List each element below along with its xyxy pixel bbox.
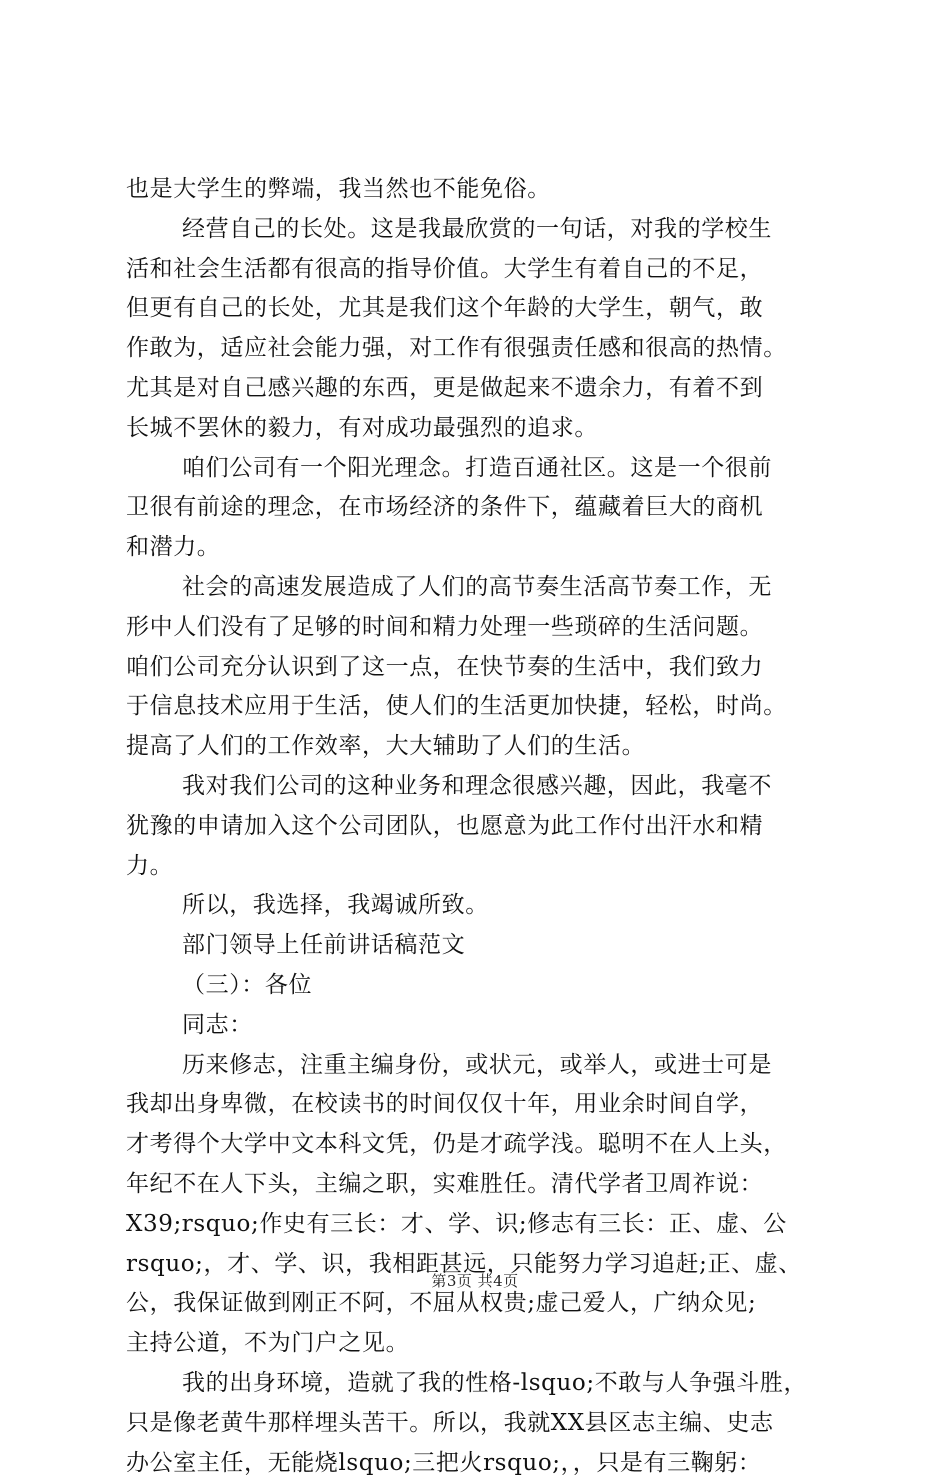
- text-line: 我的出身环境，造就了我的性格-lsquo;不敢与人争强斗胜，: [126, 1364, 856, 1404]
- page-footer: 第3页 共4页: [0, 1270, 950, 1291]
- text-line: 同志：: [126, 1006, 856, 1046]
- text-line: 尤其是对自己感兴趣的东西，更是做起来不遗余力，有着不到: [126, 369, 856, 409]
- text-line: X39;rsquo;作史有三长：才、学、识;修志有三长：正、虚、公: [126, 1205, 856, 1245]
- text-line: 提高了人们的工作效率，大大辅助了人们的生活。: [126, 727, 856, 767]
- text-line: 卫很有前途的理念，在市场经济的条件下，蕴藏着巨大的商机: [126, 488, 856, 528]
- text-line: 办公室主任，无能烧lsquo;三把火rsquo;，，只是有三鞠躬：: [126, 1444, 856, 1483]
- text-line: 但更有自己的长处，尤其是我们这个年龄的大学生，朝气，敢: [126, 289, 856, 329]
- text-line: 作敢为，适应社会能力强，对工作有很强责任感和很高的热情。: [126, 329, 856, 369]
- text-line: 历来修志，注重主编身份，或状元，或举人，或进士可是: [126, 1046, 856, 1086]
- text-line: 我对我们公司的这种业务和理念很感兴趣，因此，我毫不: [126, 767, 856, 807]
- text-line: 长城不罢休的毅力，有对成功最强烈的追求。: [126, 409, 856, 449]
- text-line: 只是像老黄牛那样埋头苦干。所以，我就XX县区志主编、史志: [126, 1404, 856, 1444]
- text-line: 咱们公司有一个阳光理念。打造百通社区。这是一个很前: [126, 449, 856, 489]
- text-line: 经营自己的长处。这是我最欣赏的一句话，对我的学校生: [126, 210, 856, 250]
- text-line: 公，我保证做到刚正不阿，不屈从权贵;虚己爱人，广纳众见;: [126, 1284, 856, 1324]
- text-line: 也是大学生的弊端，我当然也不能免俗。: [126, 170, 856, 210]
- text-line: 咱们公司充分认识到了这一点，在快节奏的生活中，我们致力: [126, 648, 856, 688]
- text-line: rsquo;，才、学、识，我相距甚远，只能努力学习追赶;正、虚、: [126, 1245, 856, 1285]
- text-line: （三）：各位: [126, 966, 856, 1006]
- text-line: 我却出身卑微，在校读书的时间仅仅十年，用业余时间自学，: [126, 1085, 856, 1125]
- text-line: 活和社会生活都有很高的指导价值。大学生有着自己的不足，: [126, 250, 856, 290]
- text-line: 才考得个大学中文本科文凭，仍是才疏学浅。聪明不在人上头，: [126, 1125, 856, 1165]
- text-line: 部门领导上任前讲话稿范文: [126, 926, 856, 966]
- text-line: 所以，我选择，我竭诚所致。: [126, 886, 856, 926]
- text-line: 和潜力。: [126, 528, 856, 568]
- text-line: 年纪不在人下头，主编之职，实难胜任。清代学者卫周祚说：: [126, 1165, 856, 1205]
- text-line: 形中人们没有了足够的时间和精力处理一些琐碎的生活问题。: [126, 608, 856, 648]
- text-line: 社会的高速发展造成了人们的高节奏生活高节奏工作，无: [126, 568, 856, 608]
- text-line: 主持公道，不为门户之见。: [126, 1324, 856, 1364]
- text-line: 力。: [126, 847, 856, 887]
- text-line: 犹豫的申请加入这个公司团队，也愿意为此工作付出汗水和精: [126, 807, 856, 847]
- text-line: 于信息技术应用于生活，使人们的生活更加快捷，轻松，时尚。: [126, 687, 856, 727]
